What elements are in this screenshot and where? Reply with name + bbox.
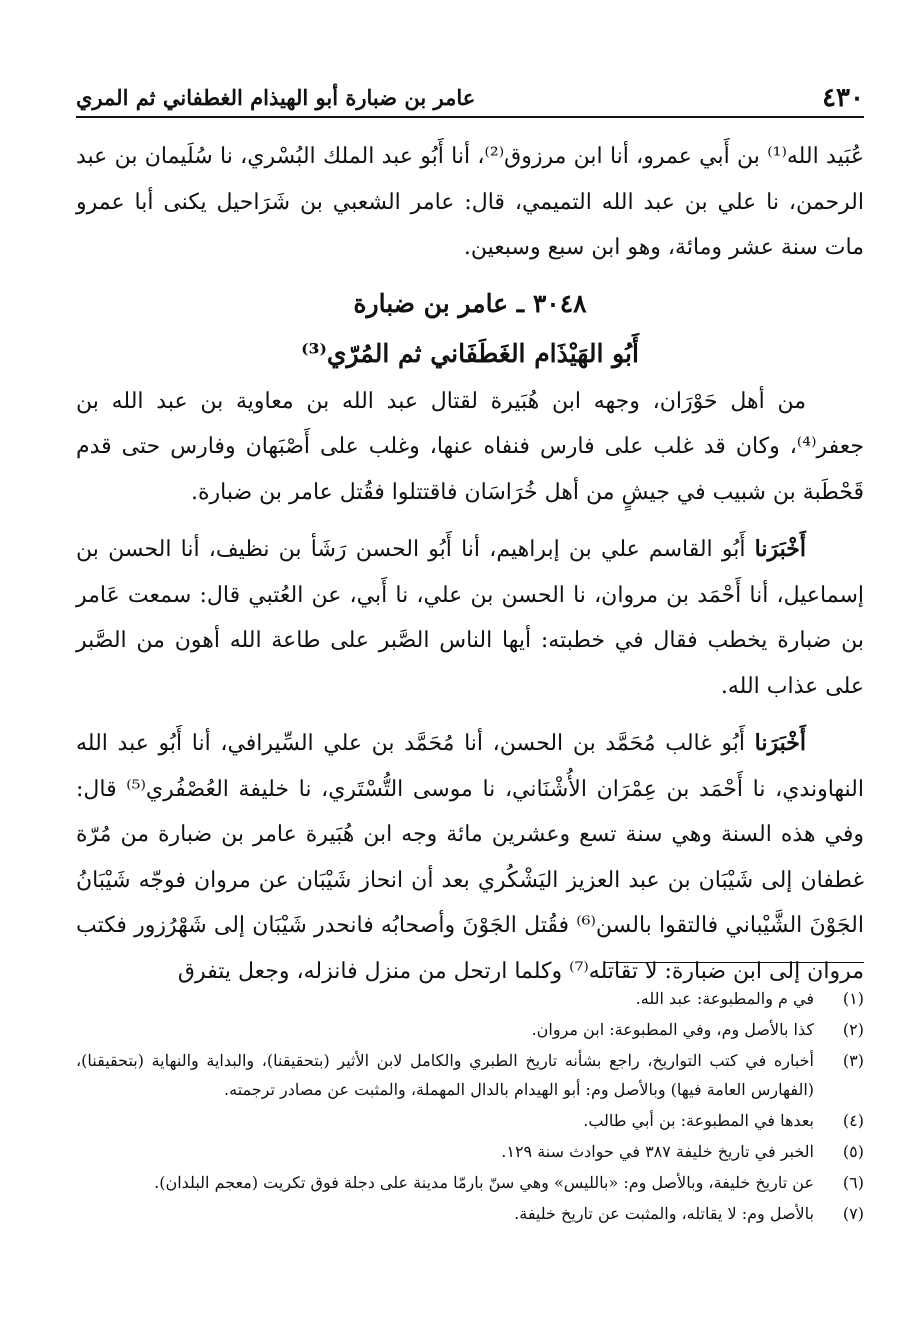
footnote — [76, 1168, 864, 1197]
footnote-number: (١) — [842, 989, 864, 1008]
main-text — [76, 134, 864, 994]
paragraph-isnad-3 — [76, 721, 864, 994]
footnote — [76, 1106, 864, 1135]
entry-subheading: أَبُو الهَيْذَام الغَطَفَاني ثم المُرّي⁽³⁾ — [301, 338, 639, 368]
paragraph-isnad-2 — [76, 527, 864, 709]
footnote — [76, 984, 864, 1013]
running-title: عامر بن ضبارة أبو الهيذام الغطفاني ثم المري — [76, 85, 476, 110]
entry-heading: ٣٠٤٨ ـ عامر بن ضبارة — [353, 288, 587, 318]
akhbarana-lead: أَخْبَرَنا — [754, 730, 806, 756]
footnote-text: بعدها في المطبوعة: بن أبي طالب. — [583, 1111, 814, 1130]
footnote-text: الخبر في تاريخ خليفة ٣٨٧ في حوادث سنة ١٢٩. — [501, 1142, 814, 1161]
page-number: ٤٣٠ — [822, 83, 864, 113]
footnote-text: بالأصل وم: لا يقاتله، والمثبت عن تاريخ خليفة. — [514, 1204, 814, 1223]
footnote — [76, 1137, 864, 1166]
footnote-number: (٥) — [842, 1142, 864, 1161]
footnote — [76, 1015, 864, 1044]
paragraph-isnad-3-text: أَبُو غالب مُحَمَّد بن الحسن، أنا مُحَمَّد بن علي السِّيرافي، أنا أَبُو عبد الله النهاوندي، نا أَحْمَد بن عِمْرَان الأُشْنَاني، نا موسى التُّسْتَري، نا خليفة العُصْفُري⁽⁵⁾ قال: وفي هذه السنة وهي سنة تسع وعشرين مائة وجه ابن هُبَيرة عامر بن ضبارة من مُرّة غطفان إلى شَيْبَان بن عبد العزيز اليَشْكُري بعد أن انحاز شَيْبَان عن مروان فوجّه شَيْبَانُ الجَوْنَ الشَّيْباني فالتقوا بالسن⁽⁶⁾ فقُتل الجَوْنَ وأصحابُه فانحدر شَيْبَان إلى شَهْرُزور فكتب مروان إلى ابن ضبارة: لا تقاتله⁽⁷⁾ وكلما ارتحل من منزل فانزله، وجعل يتفرق — [76, 731, 865, 984]
footnote-text: عن تاريخ خليفة، وبالأصل وم: «بالليس» وهي سنّ بارمّا مدينة على دجلة فوق تكريت (معجم البلدان). — [154, 1173, 814, 1192]
paragraph-isnad-2-text: أَبُو القاسم علي بن إبراهيم، أنا أَبُو الحسن رَشَأ بن نظيف، أنا الحسن بن إسماعيل، أنا أَحْمَد بن مروان، نا الحسن بن علي، نا أَبي، عن العُتبي قال: سمعت عَامر بن ضبارة يخطب فقال في خطبته: أيها الناس الصَّبر على طاعة الله أهون من الصَّبر على عذاب الله. — [76, 537, 864, 699]
footnote — [76, 1046, 864, 1104]
footnote-text: كذا بالأصل وم، وفي المطبوعة: ابن مروان. — [531, 1020, 814, 1039]
footnote-number: (٦) — [842, 1173, 864, 1192]
footnote-text: في م والمطبوعة: عبد الله. — [635, 989, 814, 1008]
footnote-text: أخباره في كتب التواريخ، راجع بشأنه تاريخ الطبري والكامل لابن الأثير (بتحقيقنا)، والبداية والنهاية (بتحقيقنا)، (الفهارس العامة فيها) وبالأصل وم: أبو الهيدام بالدال المهملة، والمثبت عن مصادر ترجمته. — [76, 1051, 814, 1099]
akhbarana-lead: أَخْبَرَنا — [754, 536, 806, 562]
paragraph-isnad-1: عُبَيد الله⁽¹⁾ بن أَبي عمرو، أنا ابن مرزوق⁽²⁾، أنا أَبُو عبد الملك البُسْري، نا سُلَيمان بن عبد الرحمن، نا علي بن عبد الله التميمي، قال: عامر الشعبي بن شَرَاحيل يكنى أبا عمرو مات سنة عشر ومائة، وهو ابن سبع وسبعين. — [76, 144, 864, 260]
footnote-number: (٤) — [842, 1111, 864, 1130]
footnote-separator — [604, 962, 864, 963]
footnote — [76, 1199, 864, 1228]
footnote-number: (٧) — [842, 1204, 864, 1223]
paragraph-biography: من أهل حَوْرَان، وجهه ابن هُبَيرة لقتال عبد الله بن معاوية بن عبد الله بن جعفر⁽⁴⁾، وكان قد غلب على فارس فنفاه عنها، وغلب على أَصْبَهان وفارس حتى قدم قَحْطَبة بن شبيب في جيشٍ من أهل خُرَاسَان فاقتتلوا فقُتل عامر بن ضبارة. — [76, 388, 864, 505]
footnote-number: (٣) — [842, 1051, 864, 1070]
page-header — [76, 80, 864, 118]
footnote-number: (٢) — [842, 1020, 864, 1039]
footnotes — [76, 984, 864, 1230]
